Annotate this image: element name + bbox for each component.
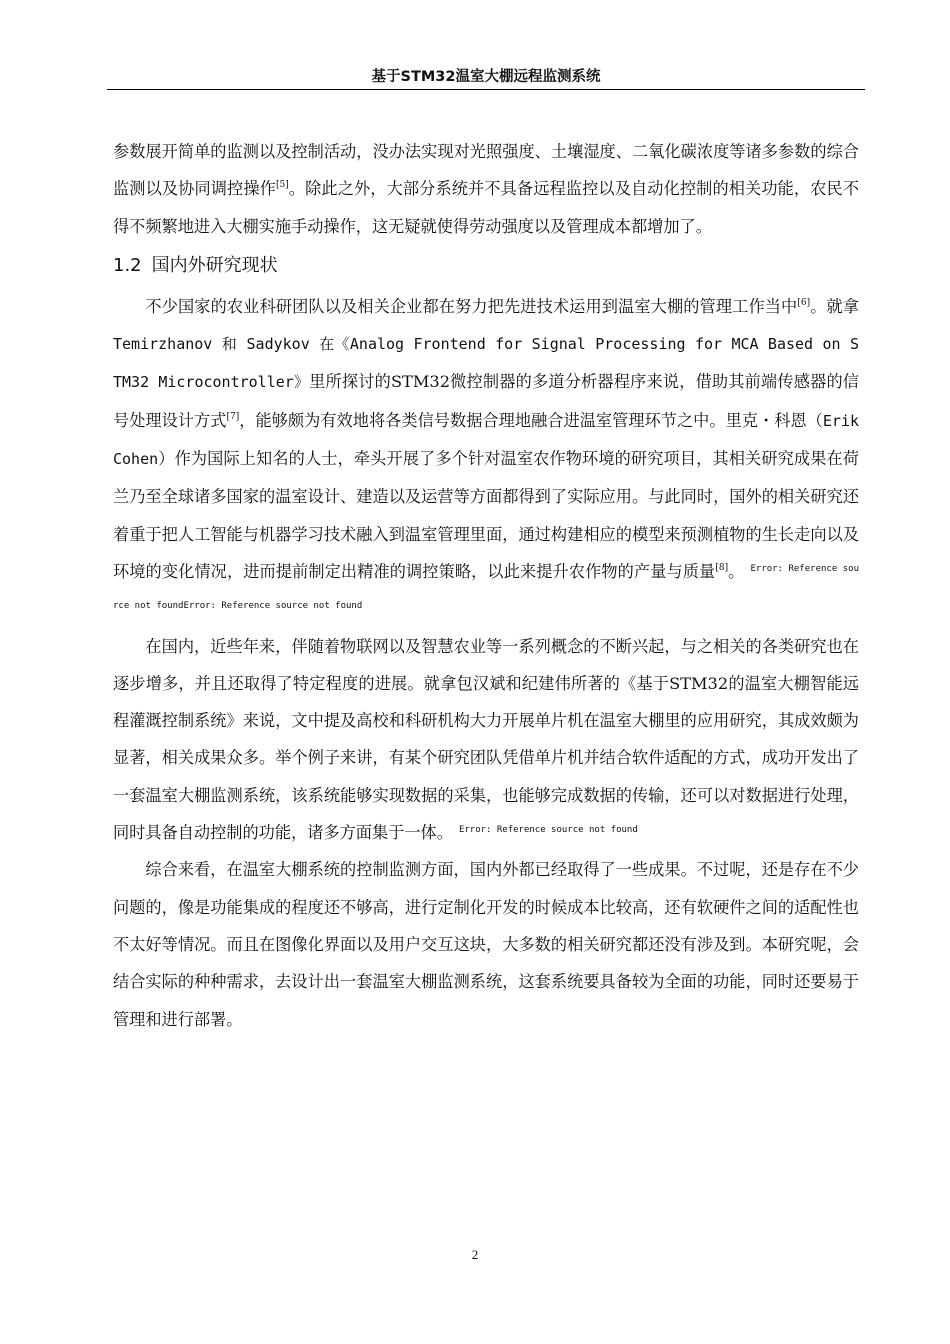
paragraph-foreign-research bbox=[113, 288, 859, 628]
section-number: 1.2 bbox=[113, 254, 142, 276]
citation-5[interactable]: [5] bbox=[275, 180, 289, 191]
reference-error-text: Error: Reference source not foundError: Reference source not found bbox=[113, 563, 860, 612]
p2-text: 在国内，近些年来，伴随着物联网以及智慧农业等一系列概念的不断兴起，与之相关的各类研究也在逐步增多，并且还取得了特定程度的进展。就拿包汉斌和纪建伟所著的《基于STM32的温室大棚智能远程灌溉控制系统》来说，文中提及高校和科研机构大力开展单片机在温室大棚里的应用研究，其成效颇为显著，相关成果众多。举个例子来讲，有某个研究团队凭借单片机并结合软件适配的方式，成功开发出了一套温室大棚监测系统，该系统能够实现数据的采集，也能够完成数据的传输，还可以对数据进行处理，同时具备自动控制的功能，诸多方面集于一体。 bbox=[113, 636, 859, 843]
p1-text-2: 。就拿 bbox=[810, 296, 860, 316]
p1-text-4: 里所探讨的STM32微控制器的多道分析器程序来说，借助其前端传感器的信号处理设计方式 bbox=[113, 372, 859, 430]
paragraph-domestic-research bbox=[113, 628, 859, 852]
p1-text-1: 不少国家的农业科研团队以及相关企业都在努力把先进技术运用到温室大棚的管理工作当中 bbox=[145, 296, 798, 316]
p1-text-8: 。 bbox=[728, 561, 745, 581]
intro-paragraph bbox=[113, 133, 859, 245]
paragraph-summary bbox=[113, 851, 859, 1037]
intro-text-a: 参数展开简单的监测以及控制活动，没办法实现对光照强度、土壤湿度、二氧化碳浓度等诸多参数的综合监测以及协同调控操作 bbox=[113, 142, 859, 199]
header-divider bbox=[107, 89, 865, 90]
p1-person-name: Erik Cohen bbox=[113, 411, 860, 469]
p1-text-7: ）作为国际上知名的人士，牵头开展了多个针对温室农作物环境的研究项目，其相关研究成果在荷兰乃至全球诸多国家的温室设计、建造以及运营等方面都得到了实际应用。与此同时，国外的相关研究还着重于把人工智能与机器学习技术融入到温室管理里面，通过构建相应的模型来预测植物的生长走向以及环境的变化情况，进而提前制定出精准的调控策略，以此来提升农作物的产量与质量 bbox=[113, 449, 859, 581]
page-header: 基于STM32温室大棚远程监测系统 bbox=[371, 69, 601, 85]
citation-8[interactable]: [8] bbox=[715, 562, 729, 573]
p1-reference-title: Temirzhanov 和 Sadykov 在《Analog Frontend for Signal Processing for MCA Based on STM32 Microcontroller》 bbox=[113, 335, 859, 392]
page-number: 2 bbox=[471, 1247, 479, 1262]
intro-text-b: 。除此之外，大部分系统并不具备远程监控以及自动化控制的相关功能，农民不得不频繁地进入大棚实施手动操作，这无疑就使得劳动强度以及管理成本都增加了。 bbox=[113, 179, 860, 236]
document-body bbox=[113, 133, 859, 1038]
citation-6[interactable]: [6] bbox=[797, 297, 811, 308]
citation-7[interactable]: [7] bbox=[226, 411, 240, 422]
section-heading bbox=[113, 247, 859, 285]
p3-text: 综合来看，在温室大棚系统的控制监测方面，国内外都已经取得了一些成果。不过呢，还是存在不少问题的，像是功能集成的程度还不够高，进行定制化开发的时候成本比较高，还有软硬件之间的适配性也不太好等情况。而且在图像化界面以及用户交互这块，大多数的相关研究都还没有涉及到。本研究呢，会结合实际的种种需求，去设计出一套温室大棚监测系统，这套系统要具备较为全面的功能，同时还要易于管理和进行部署。 bbox=[113, 860, 859, 1029]
reference-error-text: Error: Reference source not found bbox=[458, 825, 638, 836]
section-title: 国内外研究现状 bbox=[151, 254, 278, 276]
p1-text-5: ，能够颇为有效地将各类信号数据合理地融合进温室管理环节之中。里克・科恩（ bbox=[239, 410, 823, 430]
